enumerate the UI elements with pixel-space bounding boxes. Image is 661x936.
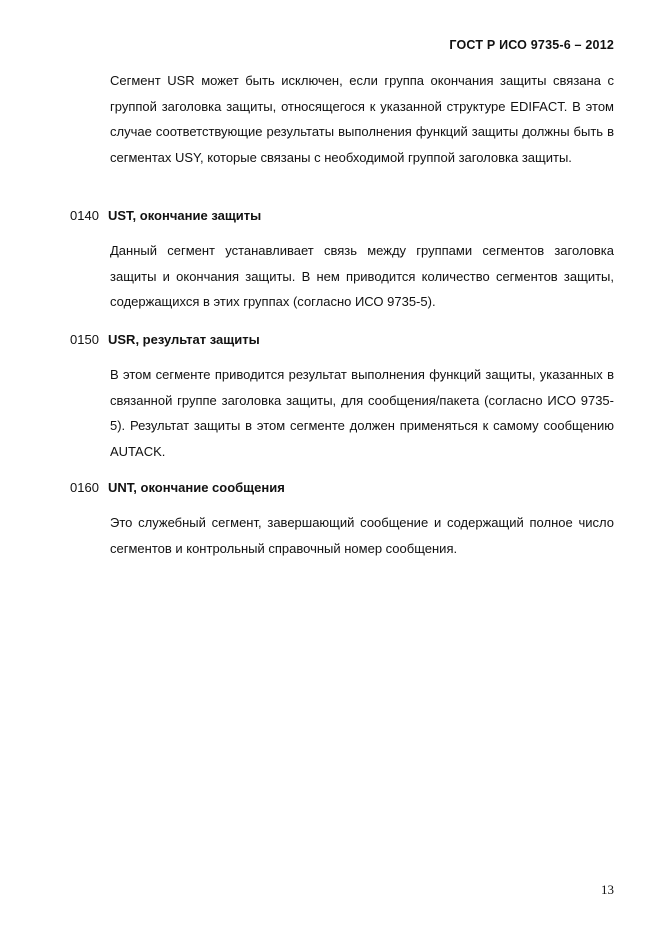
section-body: В этом сегменте приводится результат выполнения функций защиты, указанных в связанной группе заголовка защиты, для сообщения/пакета (согласно ИСО 9735-5). Результат защиты в этом сегменте должен применяться к самому сообщению AUTACK. — [110, 367, 614, 459]
section-heading — [70, 330, 614, 350]
section-title: UST, окончание защиты — [108, 208, 262, 223]
document-header: ГОСТ Р ИСО 9735-6 – 2012 — [449, 38, 614, 52]
section-heading — [70, 478, 614, 498]
section-number: 0150 — [70, 332, 99, 347]
section-number: 0160 — [70, 480, 99, 495]
section-0160 — [70, 478, 614, 561]
section-number: 0140 — [70, 208, 99, 223]
section-body: Это служебный сегмент, завершающий сообщение и содержащий полное число сегментов и контрольный справочный номер сообщения. — [110, 515, 614, 556]
section-heading — [70, 206, 614, 226]
section-0150 — [70, 330, 614, 464]
section-title: UNT, окончание сообщения — [108, 480, 285, 495]
section-title: USR, результат защиты — [108, 332, 260, 347]
section-0140 — [70, 206, 614, 315]
page-number: 13 — [601, 882, 614, 897]
section-body: Данный сегмент устанавливает связь между группами сегментов заголовка защиты и окончания защиты. В нем приводится количество сегментов защиты, содержащихся в этих группах (согласно ИСО 9735-5). — [110, 243, 614, 309]
intro-paragraph: Сегмент USR может быть исключен, если группа окончания защиты связана с группой заголовка защиты, относящегося к указанной структуре EDIFACT. В этом случае соответствующие результаты выполнения функций защиты должны быть в сегментах USY, которые связаны с необходимой группой заголовка защиты. — [110, 73, 614, 165]
